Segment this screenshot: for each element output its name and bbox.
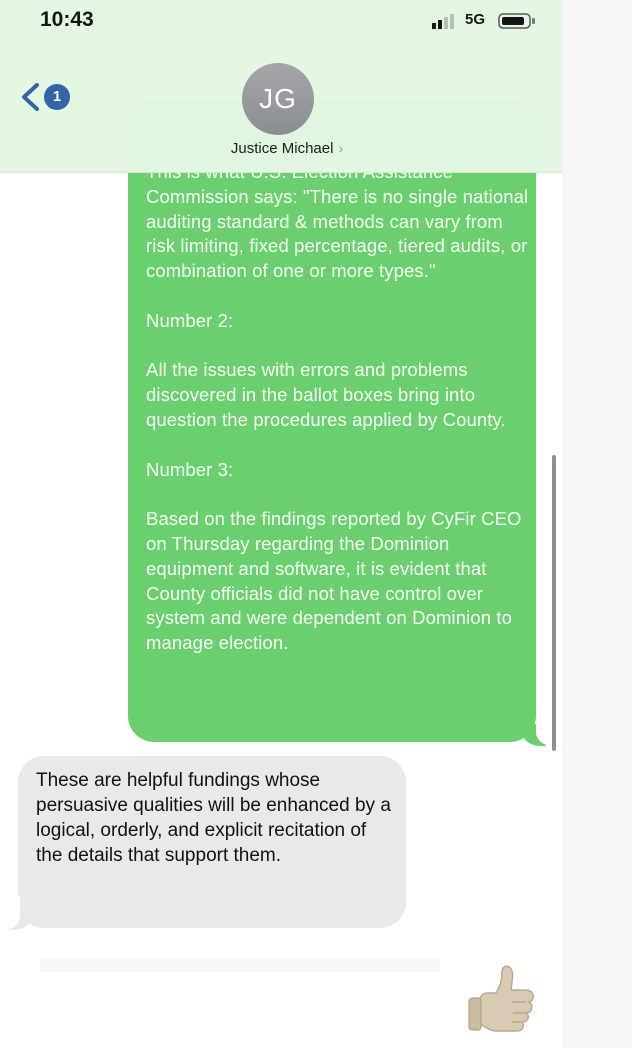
chevron-right-icon: › <box>338 140 344 156</box>
scroll-indicator[interactable] <box>552 455 556 751</box>
chevron-left-icon <box>18 82 42 112</box>
network-label: 5G <box>465 11 486 28</box>
contact-name: Justice Michael <box>230 140 334 157</box>
conversation-header <box>0 0 562 173</box>
status-time: 10:43 <box>40 8 94 31</box>
contact-name-button[interactable] <box>0 140 562 157</box>
contact-avatar[interactable]: JG <box>242 63 314 135</box>
back-button[interactable] <box>14 80 70 116</box>
ghost-bar <box>40 958 440 972</box>
outgoing-message-text: Commission says: "There is no single national auditing standard & methods can vary from risk limiting, fixed percentage, tiered audits, or combination of one or more types." Number 2: All the issues with errors and problems discovered in the ballot boxes bring into question the procedures applied by County. Number 3: Based on the findings reported by CyFir CEO on Thursday regarding the Dominion equipment and software, it is evident that County officials did not have control over system and were dependent on Dominion to manage election. <box>146 185 529 654</box>
cellular-signal-icon <box>432 12 460 30</box>
bubble-tail-mask <box>536 712 560 746</box>
unread-count-badge: 1 <box>44 84 70 110</box>
incoming-message-text: These are helpful fundings whose persuasive qualities will be enhanced by a logical, orderly, and explicit recitation of the details that support them. <box>36 770 391 866</box>
battery-icon <box>498 12 536 30</box>
screen-edge <box>562 0 632 1048</box>
thumbs-up-icon[interactable] <box>466 960 540 1036</box>
